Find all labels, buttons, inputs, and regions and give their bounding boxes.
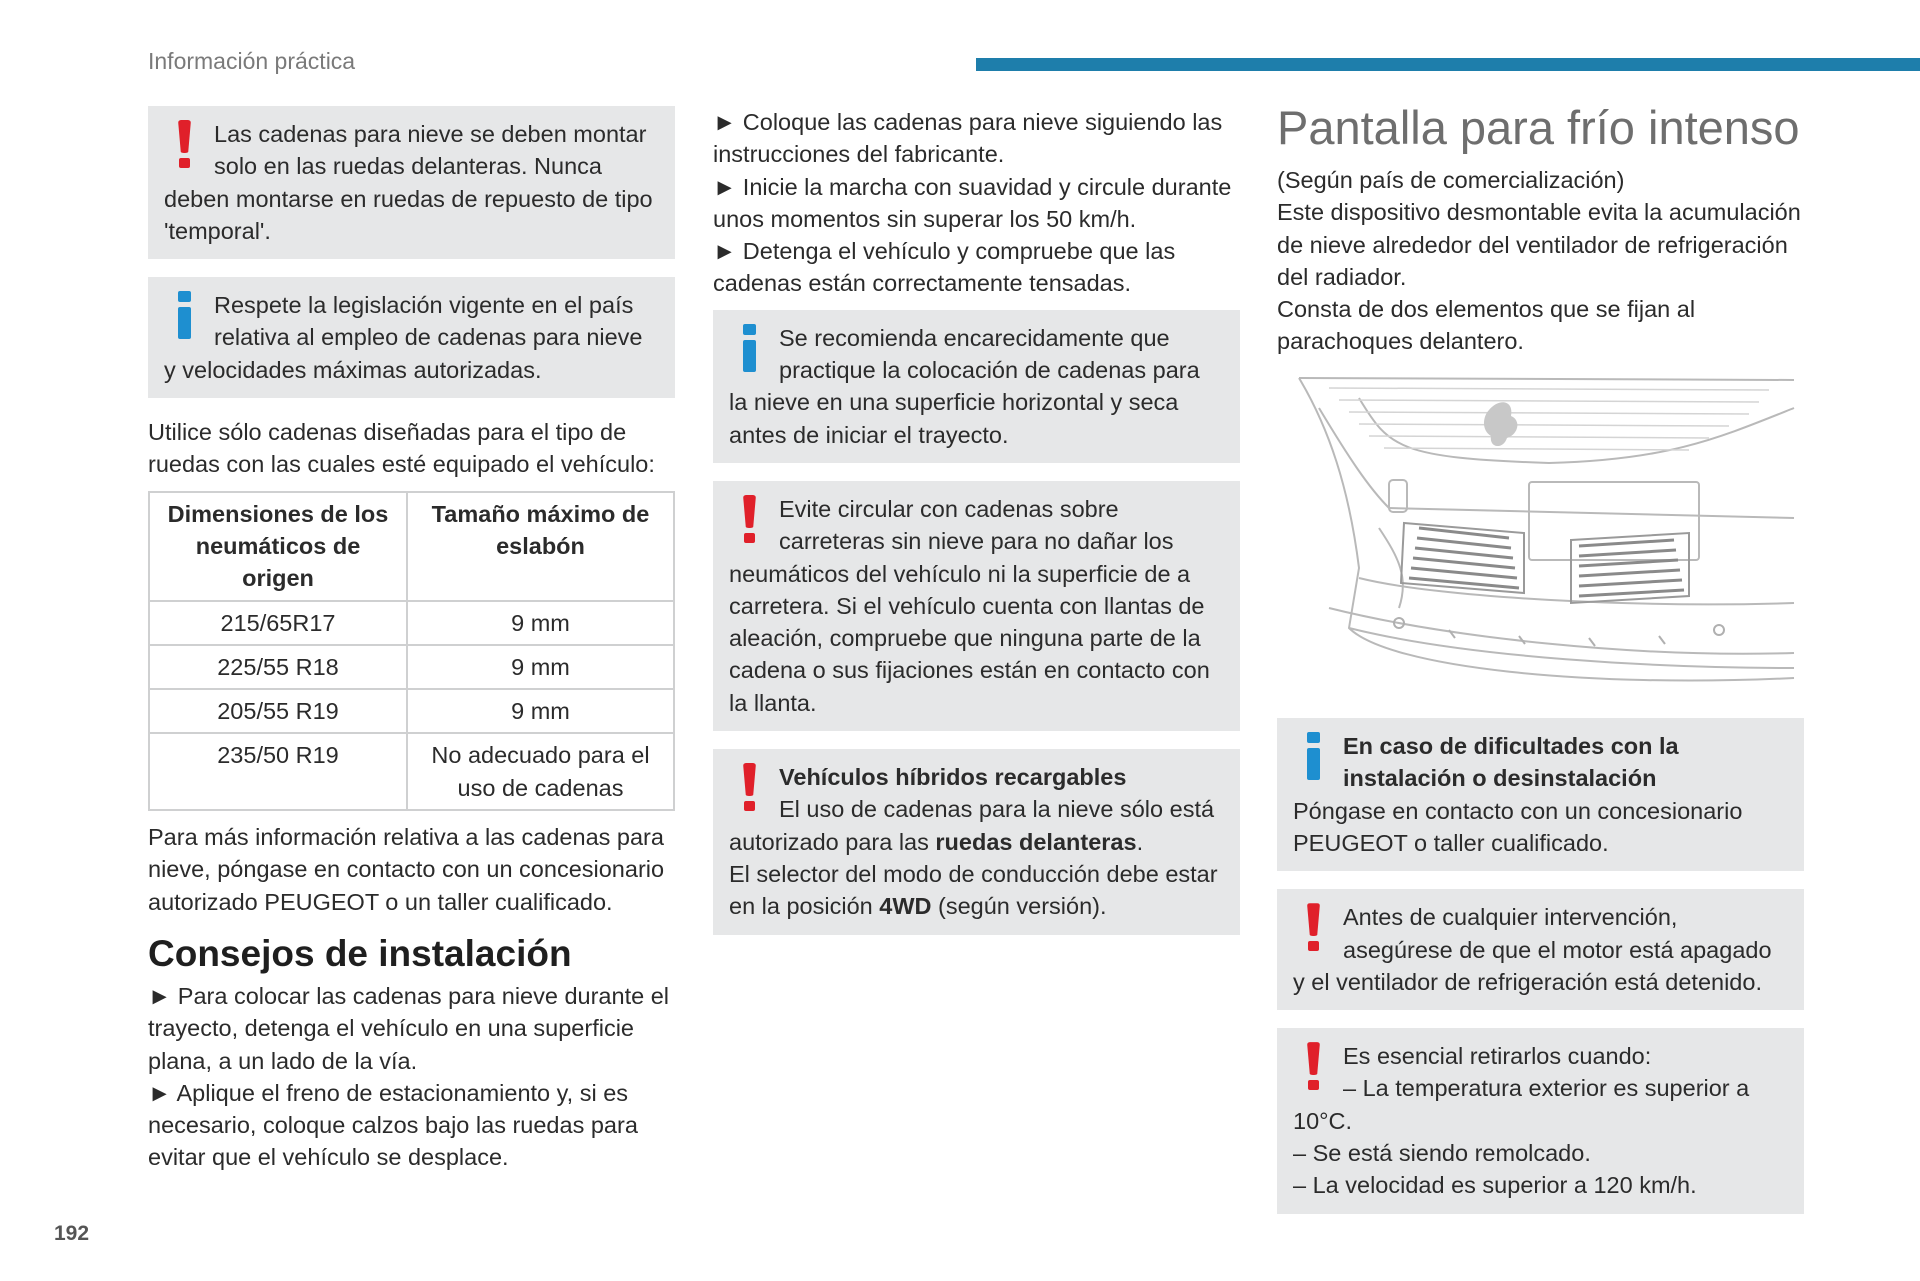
table-cell: 9 mm (407, 645, 674, 689)
cold-screen-title: Pantalla para frío intenso (1277, 101, 1800, 154)
note-line: practique la colocación de cadenas para (779, 357, 1200, 384)
note-line: PEUGEOT o taller cualificado. (1293, 829, 1609, 856)
table-cell: 235/50 R19 (149, 733, 407, 810)
info-note-legislation (148, 277, 675, 398)
note-line: 10°C. (1293, 1107, 1353, 1134)
note-title: instalación o desinstalación (1343, 765, 1657, 792)
front-bumper-illustration (1289, 368, 1799, 686)
body-line: Consta de dos elementos que se fijan al (1277, 296, 1696, 323)
more-info-paragraph: Para más información relativa a las cadenas para nieve, póngase en contacto con un concesionario autorizado PEUGEOT o un taller cualificado. (148, 824, 665, 915)
section-title: Información práctica (148, 48, 356, 74)
table-header: Tamaño máximo de eslabón (407, 492, 674, 601)
step-item: ► Coloque las cadenas para nieve siguiendo las instrucciones del fabricante. (713, 109, 1223, 168)
table-cell: 225/55 R18 (149, 645, 407, 689)
note-line: y velocidades máximas autorizadas. (164, 356, 542, 383)
info-note-difficulties (1277, 718, 1804, 871)
header-accent-bar (976, 58, 1920, 71)
lion-emblem (1484, 402, 1517, 446)
table-cell: 205/55 R19 (149, 689, 407, 733)
step-item: ► Aplique el freno de estacionamiento y, si es necesario, coloque calzos bajo las ruedas para evitar que el vehículo se desplace. (148, 1079, 638, 1171)
note-line: Las cadenas para nieve se deben montar (214, 121, 647, 147)
note-line: Es esencial retirarlos cuando: (1343, 1043, 1652, 1070)
note-line: aleación, compruebe que ninguna parte de la (729, 625, 1201, 652)
note-line: la nieve en una superficie horizontal y seca (729, 389, 1179, 416)
table-cell: 9 mm (407, 689, 674, 733)
column-2 (713, 106, 1240, 953)
note-line: 'temporal'. (164, 217, 271, 244)
warning-icon (1299, 903, 1327, 953)
table-row (149, 645, 674, 689)
note-line: El uso de cadenas para la nieve sólo está (779, 796, 1215, 823)
note-text: autorizado para las (729, 828, 936, 855)
warning-icon (1299, 1042, 1327, 1092)
info-note-practice (713, 310, 1240, 463)
table-cell: No adecuado para el uso de cadenas (407, 733, 674, 810)
note-line: Evite circular con cadenas sobre (779, 495, 1119, 522)
note-line: cadena o sus fijaciones están en contacto con (729, 657, 1210, 684)
note-text: en la posición (729, 893, 880, 920)
warning-icon (170, 120, 198, 170)
note-line: la llanta. (729, 689, 817, 716)
info-icon (170, 291, 198, 341)
note-line: carreteras sin nieve para no dañar los (779, 528, 1174, 555)
note-line: carretera. Si el vehículo cuenta con llantas de (729, 592, 1205, 619)
table-header: Dimensiones de los neumáticos de origen (149, 492, 407, 601)
note-line (729, 890, 1224, 922)
table-row (149, 601, 674, 645)
table-cell: 9 mm (407, 601, 674, 645)
step-item: ► Para colocar las cadenas para nieve durante el trayecto, detenga el vehículo en una superficie plana, a un lado de la vía. (148, 982, 669, 1074)
column-3 (1277, 101, 1804, 1232)
installation-heading: Consejos de instalación (148, 932, 572, 974)
page-number: 192 (54, 1222, 90, 1245)
body-line: Este dispositivo desmontable evita la acumulación (1277, 199, 1801, 226)
note-line: relativa al empleo de cadenas para nieve (214, 324, 643, 351)
table-cell: 215/65R17 (149, 601, 407, 645)
warning-note-removal (1277, 1028, 1804, 1213)
note-line: – La velocidad es superior a 120 km/h. (1293, 1172, 1697, 1199)
note-line (729, 826, 1224, 858)
note-line: Póngase en contacto con un concesionario (1293, 797, 1743, 824)
step-item: ► Inicie la marcha con suavidad y circule durante unos momentos sin superar los 50 km/h. (713, 173, 1232, 232)
note-line: solo en las ruedas delanteras. Nunca (214, 153, 602, 180)
warning-icon (735, 495, 763, 545)
body-line: (Según país de comercialización) (1277, 167, 1625, 193)
note-line: antes de iniciar el trayecto. (729, 421, 1009, 448)
info-icon (735, 324, 763, 374)
warning-note-front-wheels (148, 106, 675, 259)
note-line: y el ventilador de refrigeración está detenido. (1293, 968, 1762, 995)
chains-intro: Utilice sólo cadenas diseñadas para el tipo de ruedas con las cuales esté equipado el vehículo: (148, 419, 655, 478)
note-line: – La temperatura exterior es superior a (1343, 1075, 1750, 1102)
note-text: (según versión). (931, 893, 1107, 920)
warning-note-no-snow (713, 481, 1240, 731)
note-emphasis: 4WD (879, 893, 932, 920)
note-line: neumáticos del vehículo ni la superficie de a (729, 560, 1191, 587)
note-title: Vehículos híbridos recargables (779, 764, 1127, 791)
column-1 (148, 106, 675, 1174)
warning-note-hybrid (713, 749, 1240, 934)
note-line: deben montarse en ruedas de repuesto de tipo (164, 185, 653, 212)
table-row (149, 689, 674, 733)
note-line: El selector del modo de conducción debe estar (729, 860, 1218, 887)
table-row (149, 733, 674, 810)
warning-icon (735, 763, 763, 813)
note-line: asegúrese de que el motor está apagado (1343, 936, 1772, 963)
table-header-row (149, 492, 674, 601)
warning-note-engine-off (1277, 889, 1804, 1010)
note-line: Respete la legislación vigente en el país (214, 292, 634, 319)
note-emphasis: ruedas delanteras (935, 828, 1137, 855)
note-line: Antes de cualquier intervención, (1343, 904, 1678, 931)
note-line: – Se está siendo remolcado. (1293, 1140, 1591, 1167)
body-line: de nieve alrededor del ventilador de refrigeración (1277, 231, 1788, 258)
note-line: Se recomienda encarecidamente que (779, 324, 1170, 351)
body-line: del radiador. (1277, 263, 1407, 290)
chain-size-table (148, 491, 675, 811)
step-item: ► Detenga el vehículo y compruebe que las cadenas están correctamente tensadas. (713, 238, 1176, 297)
info-icon (1299, 732, 1327, 782)
note-title: En caso de dificultades con la (1343, 733, 1679, 760)
body-line: parachoques delantero. (1277, 328, 1524, 355)
note-text: . (1136, 828, 1144, 855)
